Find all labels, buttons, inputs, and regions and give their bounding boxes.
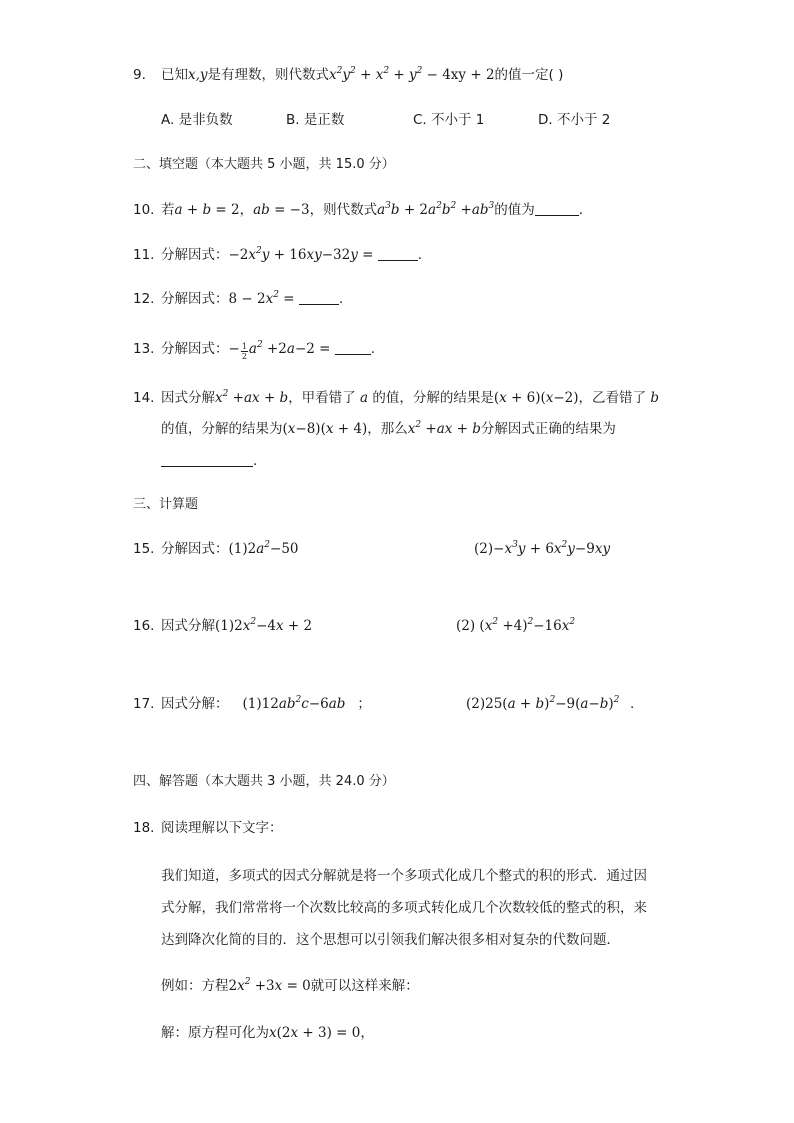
answer-blank[interactable] [161,454,253,467]
math-expression: $x^2y^2 + x^2 + y^2 - 4xy + 2$ [329,66,495,83]
question-number: 11. [133,247,155,263]
math-expression: $x^2 +ax + b$ [215,389,289,406]
math-expression: $x^2 +ax + b$ [407,420,481,437]
math-expression: $(2)25(a + b)^2-9(a-b)^2$ [466,695,620,712]
math-expression: − $\frac{1}{2}$ $a^2 +2a-2$ = [228,340,331,361]
question-number: 12. [133,291,155,307]
math-expression: $(1)2a^2-50$ [228,540,299,557]
math-expression: $-2x^2y + 16xy-32y$ = [228,246,374,263]
option-d[interactable]: D. 不小于 2 [538,112,611,128]
math-expression: (2) $(x^2 +4)^2-16x^2$ [456,617,576,634]
question-number: 18. [133,820,155,836]
question-number: 15. [133,541,155,557]
answer-blank[interactable] [335,342,371,355]
math-expression: $(1)2x^2-4x + 2$ [215,617,313,634]
question-text: 已知x,y是有理数，则代数式$x^2y^2 + x^2 + y^2 - 4xy + 2$的值一定( ) [161,66,564,83]
math-expression: $8 - 2x^2$ = [228,290,295,307]
math-expression: (x + 6)(x−2) [493,390,579,406]
answer-blank[interactable] [378,248,418,261]
math-expression: a + b = 2 [174,202,240,218]
math-expression: ab = −3 [253,202,310,218]
option-c[interactable]: C. 不小于 1 [413,112,485,128]
question-number: 13. [133,341,155,357]
math-expression: (x−8)(x + 4) [282,421,368,437]
math-vars: x,y [188,67,208,83]
option-b[interactable]: B. 是正数 [286,112,345,128]
math-expression: $(1)12ab^2c-6ab$ [242,695,346,712]
option-a[interactable]: A. 是非负数 [161,112,233,128]
question-number: 14. [133,390,155,406]
answer-blank[interactable] [535,203,579,216]
answer-blank[interactable] [299,292,339,305]
question-number: 17. [133,696,155,712]
math-expression: $a^3b + 2a^2b^2 +ab^3$ [377,201,495,218]
question-number: 16. [133,618,155,634]
fraction: $\frac{1}{2}$ [241,342,247,361]
math-expression: x(2x + 3) = 0 [269,1025,361,1041]
math-expression: $2x^2 +3x = 0$ [228,977,311,994]
question-number: 10. [133,202,155,218]
math-expression: $(2)-x^3y + 6x^2y-9xy$ [474,540,611,557]
question-number: 9. [133,67,146,83]
